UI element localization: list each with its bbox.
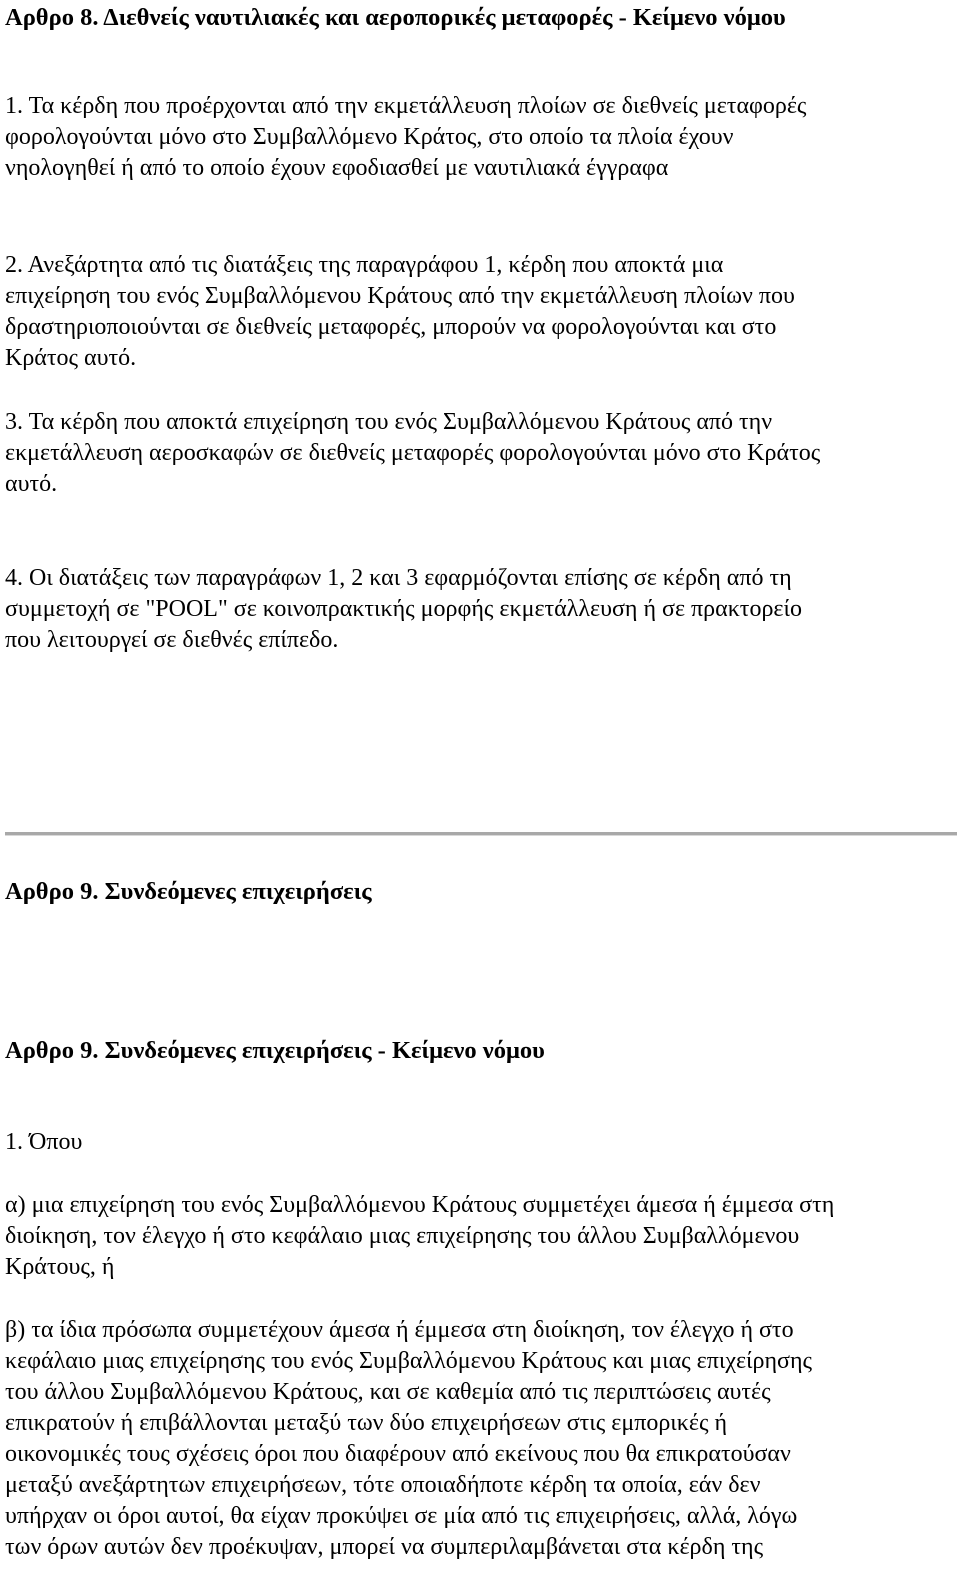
text-line: β) τα ίδια πρόσωπα συμμετέχουν άμεσα ή έμμεσα στη διοίκηση, τον έλεγχο ή στο xyxy=(5,1317,794,1343)
text-line: επικρατούν ή επιβάλλονται μεταξύ των δύο επιχειρήσεων στις εμπορικές ή xyxy=(5,1410,727,1436)
article-9-title: Αρθρο 9. Συνδεόμενες επιχειρήσεις xyxy=(5,878,372,905)
text-line: συμμετοχή σε "POOL" σε κοινοπρακτικής μορφής εκμετάλλευση ή σε πρακτορείο xyxy=(5,596,802,622)
section-divider xyxy=(5,832,957,836)
text-line: αυτό. xyxy=(5,471,58,497)
article-8-paragraph-1 xyxy=(5,91,806,184)
text-line: νηολογηθεί ή από το οποίο έχουν εφοδιασθεί με ναυτιλιακά έγγραφα xyxy=(5,155,669,181)
article-8-paragraph-2 xyxy=(5,250,795,374)
text-line: μεταξύ ανεξάρτητων επιχειρήσεων, τότε οποιαδήποτε κέρδη τα οποία, εάν δεν xyxy=(5,1472,761,1498)
text-line: των όρων αυτών δεν προέκυψαν, μπορεί να συμπεριλαμβάνεται στα κέρδη της xyxy=(5,1534,764,1560)
text-line: α) μια επιχείρηση του ενός Συμβαλλόμενου Κράτους συμμετέχει άμεσα ή έμμεσα στη xyxy=(5,1192,835,1218)
text-line: οικονομικές τους σχέσεις όροι που διαφέρουν από εκείνους που θα επικρατούσαν xyxy=(5,1441,791,1467)
text-line: διοίκηση, τον έλεγχο ή στο κεφάλαιο μιας επιχείρησης του άλλου Συμβαλλόμενου xyxy=(5,1223,800,1249)
article-8-title: Αρθρο 8. Διεθνείς ναυτιλιακές και αεροπορικές μεταφορές - Κείμενο νόμου xyxy=(5,4,786,31)
article-9-item-a xyxy=(5,1190,834,1283)
text-line: 1. Όπου xyxy=(5,1129,83,1155)
text-line: 4. Οι διατάξεις των παραγράφων 1, 2 και 3 εφαρμόζονται επίσης σε κέρδη από τη xyxy=(5,565,792,591)
article-9-item-b xyxy=(5,1315,812,1563)
article-9-law-title: Αρθρο 9. Συνδεόμενες επιχειρήσεις - Κείμενο νόμου xyxy=(5,1037,545,1064)
article-9-paragraph-1 xyxy=(5,1127,82,1158)
text-line: Κράτος αυτό. xyxy=(5,345,137,371)
text-line: 2. Ανεξάρτητα από τις διατάξεις της παραγράφου 1, κέρδη που αποκτά μια xyxy=(5,252,724,278)
text-line: του άλλου Συμβαλλόμενου Κράτους, και σε καθεμία από τις περιπτώσεις αυτές xyxy=(5,1379,771,1405)
article-8-paragraph-3 xyxy=(5,407,820,500)
text-line: Κράτους, ή xyxy=(5,1254,115,1280)
text-line: φορολογούνται μόνο στο Συμβαλλόμενο Κράτος, στο οποίο τα πλοία έχουν xyxy=(5,124,734,150)
text-line: 1. Τα κέρδη που προέρχονται από την εκμετάλλευση πλοίων σε διεθνείς μεταφορές xyxy=(5,93,807,119)
text-line: εκμετάλλευση αεροσκαφών σε διεθνείς μεταφορές φορολογούνται μόνο στο Κράτος xyxy=(5,440,821,466)
text-line: δραστηριοποιούνται σε διεθνείς μεταφορές, μπορούν να φορολογούνται και στο xyxy=(5,314,777,340)
text-line: κεφάλαιο μιας επιχείρησης του ενός Συμβαλλόμενου Κράτους και μιας επιχείρησης xyxy=(5,1348,813,1374)
text-line: που λειτουργεί σε διεθνές επίπεδο. xyxy=(5,627,339,653)
text-line: υπήρχαν οι όροι αυτοί, θα είχαν προκύψει σε μία από τις επιχειρήσεις, αλλά, λόγω xyxy=(5,1503,798,1529)
article-8-paragraph-4 xyxy=(5,563,802,656)
text-line: 3. Τα κέρδη που αποκτά επιχείρηση του ενός Συμβαλλόμενου Κράτους από την xyxy=(5,409,773,435)
text-line: επιχείρηση του ενός Συμβαλλόμενου Κράτους από την εκμετάλλευση πλοίων που xyxy=(5,283,795,309)
